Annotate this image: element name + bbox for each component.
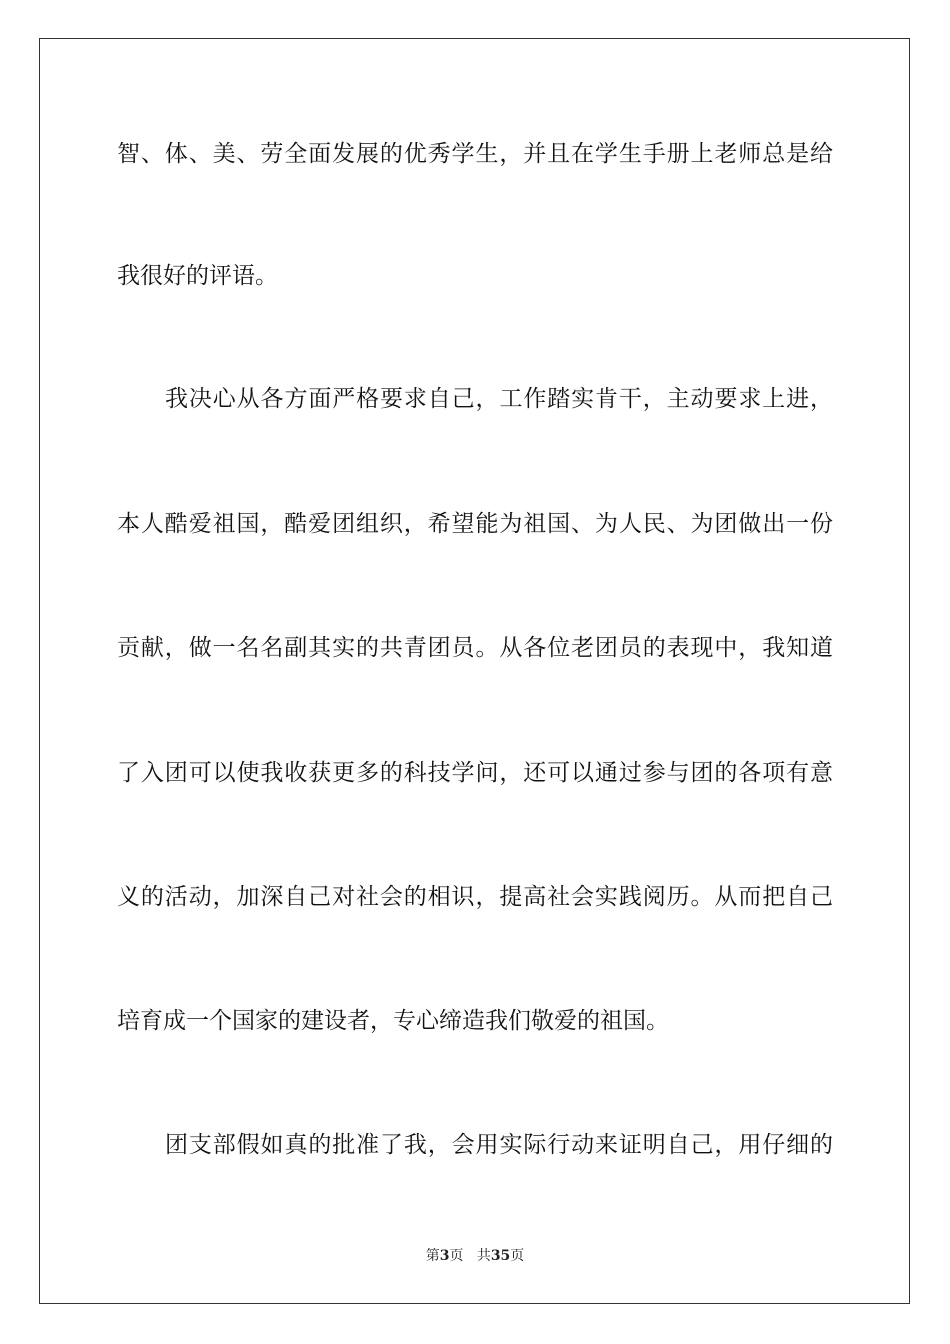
body-line-6: 了入团可以使我收获更多的科技学问，还可以通过参与团的各项有意 [117, 760, 833, 786]
body-line-8: 培育成一个国家的建设者，专心缔造我们敬爱的祖国。 [117, 1008, 669, 1034]
page-footer [0, 1247, 950, 1265]
footer-page-prefix: 第 [425, 1248, 440, 1264]
footer-total-prefix: 共 [476, 1248, 491, 1264]
footer-total-pages: 35 [490, 1248, 511, 1264]
footer-total-suffix: 页 [510, 1248, 525, 1264]
body-line-4: 本人酷爱祖国，酷爱团组织，希望能为祖国、为人民、为团做出一份 [117, 511, 833, 537]
body-line-5: 贡献，做一名名副其实的共青团员。从各位老团员的表现中，我知道 [117, 635, 833, 661]
body-line-9: 团支部假如真的批准了我，会用实际行动来证明自己，用仔细的 [165, 1132, 833, 1158]
page-border [39, 38, 910, 1304]
body-line-2: 我很好的评语。 [117, 263, 278, 289]
footer-page-number: 3 [439, 1248, 450, 1264]
body-line-7: 义的活动，加深自己对社会的相识，提高社会实践阅历。从而把自己 [117, 884, 833, 910]
body-line-1: 智、体、美、劳全面发展的优秀学生，并且在学生手册上老师总是给 [117, 141, 833, 167]
footer-page-suffix: 页 [449, 1248, 464, 1264]
body-line-3: 我决心从各方面严格要求自己，工作踏实肯干，主动要求上进， [165, 386, 833, 412]
